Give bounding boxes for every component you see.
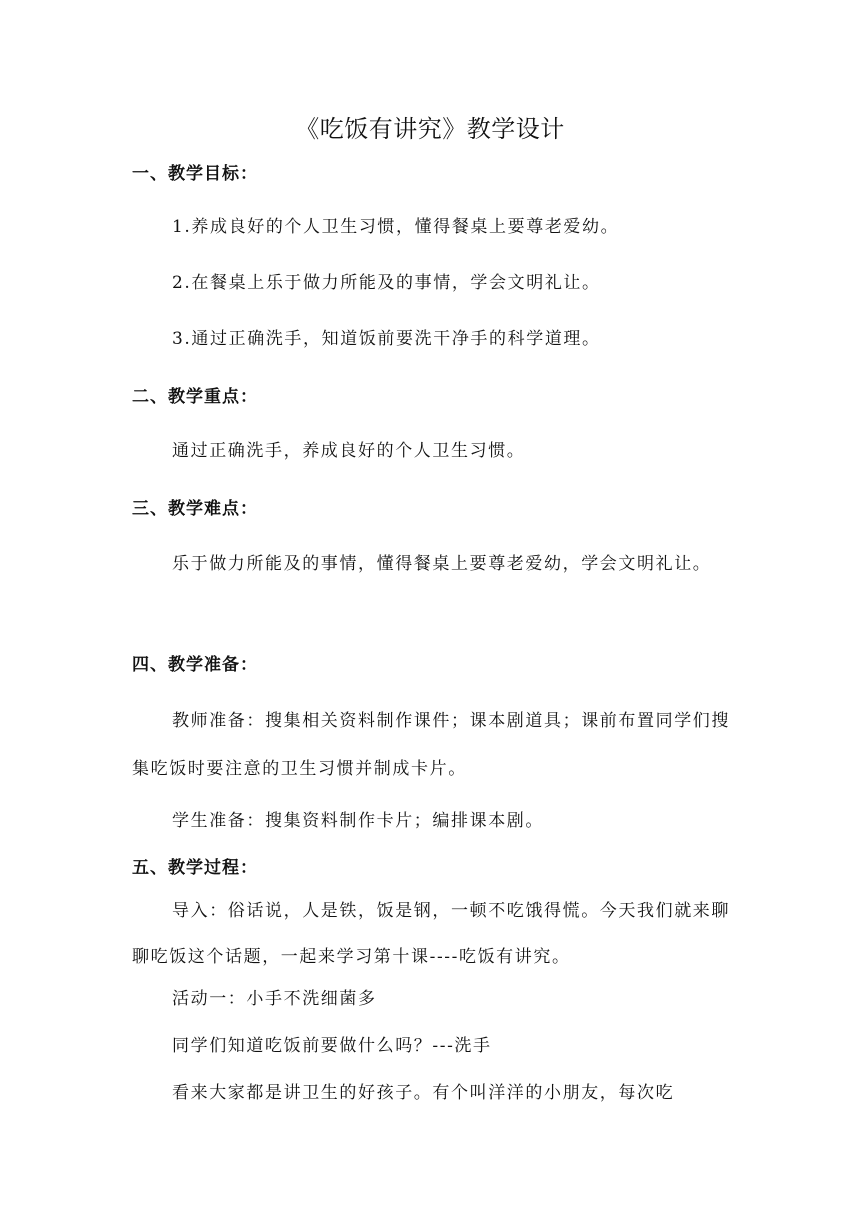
section-heading-preparation: 四、教学准备： — [132, 655, 258, 675]
objective-item-3: 3.通过正确洗手，知道饭前要洗干净手的科学道理。 — [172, 329, 601, 349]
document-title: 《吃饭有讲究》教学设计 — [295, 115, 565, 143]
key-points-text: 通过正确洗手，养成良好的个人卫生习惯。 — [172, 441, 526, 461]
teacher-preparation-text: 教师准备：搜集相关资料制作课件；课本剧道具；课前布置同学们搜集吃饭时要注意的卫生习惯并制成卡片。 — [132, 711, 730, 779]
activity-one-title: 活动一：小手不洗细菌多 — [172, 989, 377, 1009]
intro-text: 导入：俗话说，人是铁，饭是钢，一顿不吃饿得慌。今天我们就来聊聊吃饭这个话题，一起来学习第十课----吃饭有讲究。 — [132, 901, 730, 967]
section-heading-objectives: 一、教学目标： — [132, 164, 258, 184]
difficulties-text: 乐于做力所能及的事情，懂得餐桌上要尊老爱幼，学会文明礼让。 — [172, 554, 712, 574]
section-heading-key-points: 二、教学重点： — [132, 387, 258, 407]
story-text: 看来大家都是讲卫生的好孩子。有个叫洋洋的小朋友，每次吃 — [172, 1083, 675, 1103]
objective-item-2: 2.在餐桌上乐于做力所能及的事情，学会文明礼让。 — [172, 273, 601, 293]
section-heading-difficulties: 三、教学难点： — [132, 499, 258, 519]
hand-washing-question: 同学们知道吃饭前要做什么吗？---洗手 — [172, 1036, 492, 1056]
objective-item-1: 1.养成良好的个人卫生习惯，懂得餐桌上要尊老爱幼。 — [172, 217, 620, 237]
student-preparation-text: 学生准备：搜集资料制作卡片；编排课本剧。 — [172, 811, 544, 831]
section-heading-process: 五、教学过程： — [132, 858, 258, 878]
